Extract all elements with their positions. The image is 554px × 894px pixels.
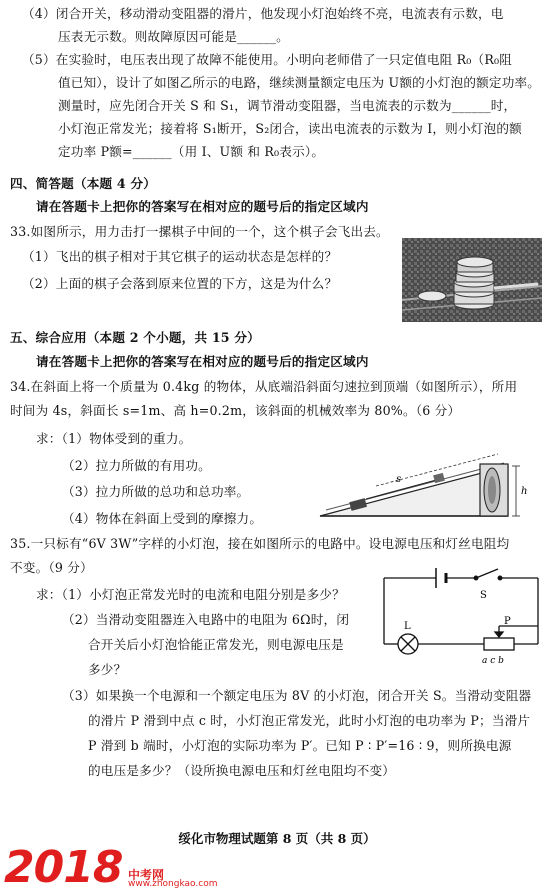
q35-sub3-line4: 的电压是多少？（设所换电源电压和灯丝电阻均不变） <box>88 763 396 778</box>
q35-sub2-line2: 合开关后小灯泡恰能正常发光，则电源电压是 <box>88 637 344 652</box>
q32-item5-line4: 小灯泡正常发光；接着将 S₁断开，S₂闭合，读出电流表的示数为 I，则小灯泡的额 <box>58 121 522 136</box>
site-logo <box>4 842 218 893</box>
section5-heading: 五、综合应用（本题 2 个小题，共 15 分） <box>10 330 260 345</box>
logo-year: 2018 <box>4 842 123 893</box>
q34-sub2: （2）拉力所做的有用功。 <box>62 458 211 473</box>
q35-sub3-line2: 的滑片 P 滑到中点 c 时，小灯泡正常发光，此时小灯泡的电功率为 P；当滑片 <box>88 713 531 728</box>
q35-sub2-line1: （2）当滑动变阻器连入电路中的电阻为 6Ω时，闭 <box>62 612 350 627</box>
circuit-label-abc: a c b <box>482 656 504 666</box>
q32-item5-line1: （5）在实验时，电压表出现了故障不能使用。小明向老师借了一只定值电阻 R₀（R₀阻 <box>22 52 513 67</box>
incline-figure <box>318 436 544 522</box>
q32-item4-line2: 压表无示数。则故障原因可能是______。 <box>58 29 289 44</box>
logo-site-name: 中考网 <box>128 868 165 882</box>
section4-heading: 四、简答题（本题 4 分） <box>10 176 157 191</box>
q35-ask: 求：（1）小灯泡正常发光时的电流和电阻分别是多少？ <box>36 587 345 602</box>
label-s: s <box>396 474 402 485</box>
circuit-diagram <box>376 566 546 676</box>
q32-item5-line3: 测量时，应先闭合开关 S 和 S₁，调节滑动变阻器，当电流表的示数为______时， <box>58 98 517 113</box>
q35-stem-line1: 35.一只标有“6V 3W”字样的小灯泡，接在如图所示的电路中。设电源电压和灯丝电阻均 <box>10 536 510 551</box>
q33-sub1: （1）飞出的棋子相对于其它棋子的运动状态是怎样的？ <box>22 249 338 264</box>
page-footer: 绥化市物理试题第 8 页（共 8 页） <box>178 831 376 846</box>
chess-stack-photo <box>402 238 542 322</box>
circuit-label-S: S <box>480 590 487 601</box>
q32-item5-line5: 定功率 P额=______（用 I、U额 和 R₀表示）。 <box>58 144 325 159</box>
section4-instruction: 请在答题卡上把你的答案写在相对应的题号后的指定区域内 <box>36 199 369 214</box>
q35-sub3-line3: P 滑到 b 端时，小灯泡的实际功率为 P′。已知 P ∶ P′=16 ∶ 9，则所换电源 <box>88 738 512 753</box>
q33-sub2: （2）上面的棋子会落到原来位置的下方，这是为什么？ <box>22 276 338 291</box>
logo-url: www.zhongkao.com <box>128 879 218 889</box>
q34-ask: 求：（1）物体受到的重力。 <box>36 431 192 446</box>
circuit-label-P: P <box>504 616 511 627</box>
q34-sub3: （3）拉力所做的总功和总功率。 <box>62 484 250 499</box>
section5-instruction: 请在答题卡上把你的答案写在相对应的题号后的指定区域内 <box>36 354 369 369</box>
q34-sub4: （4）物体在斜面上受到的摩擦力。 <box>62 511 263 526</box>
q33-stem: 33.如图所示，用力击打一摞棋子中间的一个，这个棋子会飞出去。 <box>10 224 389 239</box>
circuit-label-L: L <box>404 621 411 632</box>
q35-stem-line2: 不变。（9 分） <box>10 560 93 575</box>
q32-item5-line2: 值已知），设计了如图乙所示的电路，继续测量额定电压为 U额的小灯泡的额定功率。 <box>58 75 541 90</box>
q35-sub2-line3: 多少？ <box>88 662 127 677</box>
q32-item4-line1: （4）闭合开关，移动滑动变阻器的滑片，他发现小灯泡始终不亮，电流表有示数，电 <box>22 6 504 21</box>
label-h: h <box>521 486 528 497</box>
q34-stem-line2: 时间为 4s，斜面长 s=1m、高 h=0.2m，该斜面的机械效率为 80%。（6 分） <box>10 403 461 418</box>
q34-stem-line1: 34.在斜面上将一个质量为 0.4kg 的物体，从底端沿斜面匀速拉到顶端（如图所示），所用 <box>10 379 518 394</box>
q35-sub3-line1: （3）如果换一个电源和一个额定电压为 8V 的小灯泡，闭合开关 S。当滑动变阻器 <box>62 688 532 703</box>
